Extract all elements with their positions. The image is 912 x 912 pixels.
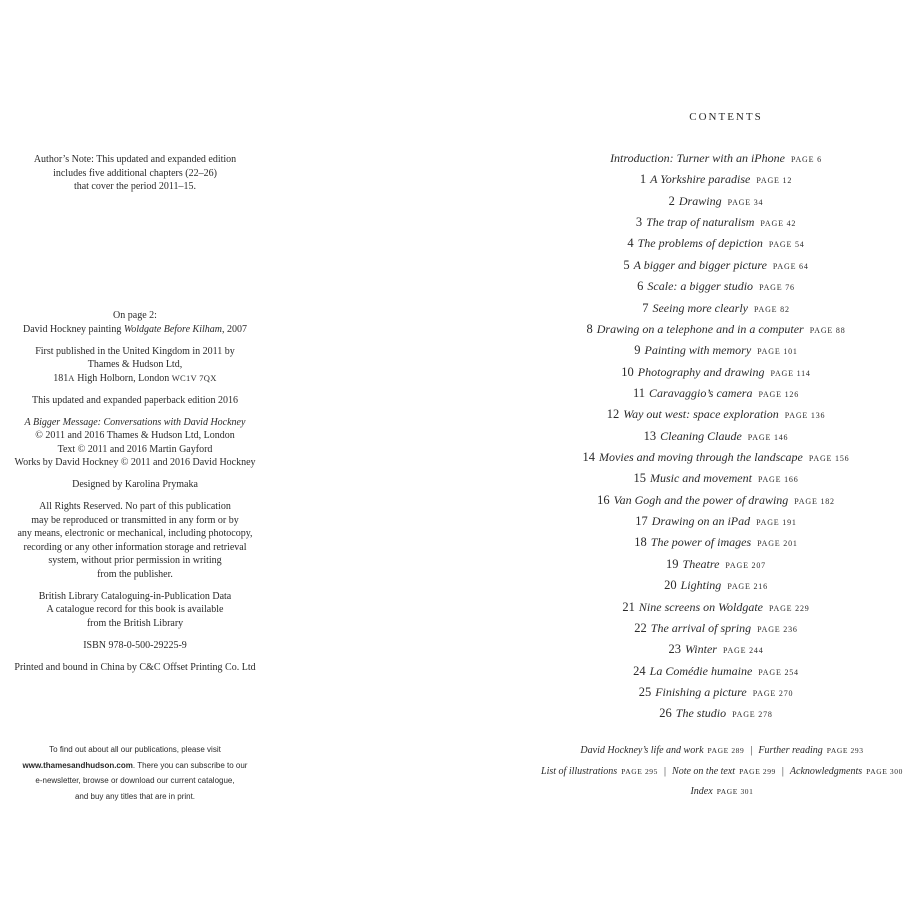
toc-page-number: PAGE 82 — [754, 304, 790, 314]
back-matter-row — [532, 745, 912, 756]
back-matter-page: PAGE 293 — [826, 746, 864, 755]
toc-chapter-number: 13 — [643, 428, 657, 443]
back-matter-title: Note on the text — [672, 766, 736, 777]
isbn: ISBN 978-0-500-29225-9 — [83, 639, 187, 651]
authors-note-line: that cover the period 2011–15. — [73, 181, 197, 192]
toc-chapter-number: 22 — [634, 620, 647, 635]
toc-chapter-number: 8 — [586, 321, 593, 336]
authors-note-line: Author’s Note: This updated and expanded edition — [33, 154, 237, 165]
toc-chapter-number: 26 — [659, 706, 672, 721]
toc-chapter-title: Seeing more clearly — [652, 300, 748, 315]
copyright-line: Text © 2011 and 2016 Martin Gayford — [57, 443, 213, 455]
cip-line: from the British Library — [86, 617, 184, 629]
toc-page-number: PAGE 64 — [772, 261, 809, 271]
address-number: 181 — [53, 372, 69, 384]
back-matter-page: PAGE 300 — [866, 767, 903, 776]
copyright-line: Works by David Hockney © 2011 and 2016 David Hockney — [14, 457, 256, 468]
toc-chapter-number: 11 — [632, 385, 646, 400]
toc-entry — [540, 703, 892, 724]
toc-chapter-number: 7 — [642, 300, 649, 315]
toc-entry — [540, 362, 892, 383]
toc-chapter-number: 19 — [666, 556, 679, 571]
rights-line: recording or any other information storage and retrieval — [23, 541, 247, 553]
toc-page-number: PAGE 114 — [770, 368, 811, 378]
publisher-address — [0, 372, 270, 386]
toc-chapter-number: 1 — [639, 172, 647, 187]
toc-chapter-number: 14 — [582, 450, 596, 465]
toc-chapter-title: Lighting — [680, 578, 722, 593]
toc-chapter-title: Cleaning Claude — [660, 428, 742, 443]
toc-chapter-number: 3 — [635, 215, 643, 230]
toc-page-number: PAGE 254 — [758, 667, 799, 677]
rights-line: may be reproduced or transmitted in any form or by — [31, 514, 239, 526]
website-link[interactable]: www.thamesandhudson.com — [22, 760, 133, 770]
rights-line: any means, electronic or mechanical, including photocopy, — [17, 528, 253, 539]
toc-chapter-number: 4 — [627, 236, 634, 251]
toc-chapter-number: 12 — [606, 407, 620, 422]
address-street: High Holborn, London — [74, 372, 172, 384]
toc-entry — [540, 554, 892, 575]
printed-line: Printed and bound in China by C&C Offset Printing Co. Ltd — [14, 661, 256, 673]
copyright-page — [0, 0, 280, 912]
toc-chapter-number: 18 — [634, 535, 647, 550]
toc-entry — [540, 212, 892, 233]
book-title: A Bigger Message: Conversations with David Hockney — [24, 416, 246, 428]
toc-chapter-title: Photography and drawing — [637, 364, 765, 379]
back-matter-page: PAGE 301 — [716, 787, 754, 796]
toc-entry — [540, 575, 892, 596]
publications-line: and buy any titles that are in print. — [74, 791, 196, 801]
toc-chapter-title: The studio — [675, 706, 727, 721]
toc-chapter-number: 16 — [597, 492, 610, 507]
toc-chapter-title: Introduction: Turner with an iPhone — [610, 151, 785, 165]
toc-entry — [540, 255, 892, 276]
publications-line-rest: . There you can subscribe to our — [132, 760, 248, 770]
toc-page-number: PAGE 278 — [732, 710, 773, 720]
toc-entry — [540, 426, 892, 447]
cip-line: A catalogue record for this book is available — [46, 604, 224, 615]
toc-entry — [540, 511, 892, 532]
toc-page-number: PAGE 54 — [768, 240, 805, 250]
toc-chapter-number: 15 — [633, 471, 646, 486]
toc-entry — [540, 639, 892, 660]
toc-page-number: PAGE 216 — [727, 582, 768, 592]
toc-entry — [540, 661, 892, 682]
toc-chapter-title: The power of images — [650, 535, 752, 550]
address-suffix: A — [68, 372, 75, 383]
address-postcode: WC1V 7QX — [171, 372, 217, 383]
toc-chapter-title: Drawing on a telephone and in a computer — [596, 321, 804, 336]
toc-entry — [540, 319, 892, 340]
toc-chapter-title: A Yorkshire paradise — [650, 172, 751, 187]
toc-page-number: PAGE 201 — [757, 539, 798, 549]
back-matter-page: PAGE 299 — [739, 767, 776, 776]
back-matter-title: Acknowledgments — [789, 766, 863, 777]
toc-chapter-title: The trap of naturalism — [646, 215, 755, 230]
authors-note-line: includes five additional chapters (22–26) — [53, 167, 217, 179]
contents-page — [540, 0, 912, 912]
toc-entry — [540, 447, 892, 468]
publications-line: e-newsletter, browse or download our current catalogue, — [35, 776, 235, 785]
back-matter-title: David Hockney’s life and work — [580, 745, 704, 756]
toc-chapter-number: 21 — [622, 599, 635, 614]
toc-entry — [540, 618, 892, 639]
toc-chapter-number: 17 — [635, 514, 648, 529]
separator: | — [750, 745, 753, 756]
toc-entry — [540, 597, 892, 618]
imprint-block — [0, 309, 270, 674]
table-of-contents — [540, 148, 892, 725]
on-page-label: On page 2: — [113, 310, 157, 321]
frontis-title: Woldgate Before Kilham — [123, 323, 222, 335]
back-matter-title: List of illustrations — [541, 766, 618, 777]
toc-entry — [540, 490, 892, 511]
first-published-line: First published in the United Kingdom in 2011 by — [35, 345, 235, 357]
copyright-line: © 2011 and 2016 Thames & Hudson Ltd, London — [35, 430, 235, 441]
toc-chapter-title: Drawing — [678, 193, 722, 208]
toc-entry — [540, 383, 892, 404]
toc-chapter-number: 10 — [621, 364, 634, 379]
toc-chapter-number: 2 — [668, 193, 675, 208]
toc-chapter-number: 25 — [638, 684, 652, 699]
toc-page-number: PAGE 146 — [747, 432, 789, 442]
toc-chapter-title: Way out west: space exploration — [623, 407, 779, 422]
toc-page-number: PAGE 229 — [769, 603, 810, 613]
back-matter-title: Index — [690, 786, 713, 797]
toc-page-number: PAGE 76 — [759, 283, 795, 293]
toc-chapter-title: Painting with memory — [644, 343, 752, 358]
back-matter-page: PAGE 295 — [621, 767, 659, 776]
frontis-suffix: , 2007 — [221, 323, 247, 335]
paperback-edition-line: This updated and expanded paperback edition 2016 — [31, 394, 239, 406]
toc-chapter-title: Theatre — [682, 556, 720, 571]
toc-entry — [540, 276, 892, 297]
toc-page-number: PAGE 207 — [725, 560, 766, 570]
toc-page-number: PAGE 236 — [757, 624, 798, 634]
toc-chapter-title: The problems of depiction — [637, 236, 763, 251]
toc-entry — [540, 404, 892, 425]
toc-page-number: PAGE 166 — [757, 475, 799, 485]
toc-page-number: PAGE 182 — [794, 496, 835, 506]
toc-page-number: PAGE 244 — [722, 646, 764, 656]
toc-page-number: PAGE 6 — [790, 155, 822, 164]
toc-page-number: PAGE 156 — [808, 454, 850, 464]
rights-line: system, without prior permission in writing — [48, 555, 222, 566]
toc-chapter-number: 24 — [633, 663, 646, 678]
toc-chapter-title: Drawing on an iPad — [651, 514, 751, 529]
toc-chapter-title: Music and movement — [649, 471, 752, 486]
designer-credit: Designed by Karolina Prymaka — [72, 479, 198, 490]
toc-entry — [540, 682, 892, 703]
toc-chapter-title: Nine screens on Woldgate — [638, 599, 764, 614]
toc-chapter-title: The arrival of spring — [650, 620, 752, 635]
toc-page-number: PAGE 12 — [756, 176, 793, 186]
toc-entry — [540, 468, 892, 489]
toc-entry — [540, 148, 892, 169]
cip-line: British Library Cataloguing-in-Publication Data — [38, 590, 232, 602]
rights-line: All Rights Reserved. No part of this publication — [39, 501, 231, 512]
back-matter-row — [532, 766, 912, 777]
rights-line: from the publisher. — [97, 568, 173, 580]
frontis-prefix: David Hockney painting — [23, 323, 124, 335]
toc-chapter-title: Van Gogh and the power of drawing — [613, 492, 789, 507]
publications-line — [0, 758, 270, 774]
toc-page-number: PAGE 101 — [757, 347, 798, 357]
toc-chapter-title: Caravaggio’s camera — [649, 385, 753, 400]
toc-entry — [540, 233, 892, 254]
toc-chapter-number: 5 — [623, 257, 630, 272]
toc-entry — [540, 532, 892, 553]
publications-line: To find out about all our publications, please visit — [49, 745, 221, 754]
toc-page-number: PAGE 34 — [727, 197, 764, 207]
toc-entry — [540, 191, 892, 212]
toc-chapter-number: 9 — [634, 343, 641, 358]
frontispiece-caption — [0, 323, 270, 337]
separator: | — [781, 766, 784, 777]
toc-chapter-number: 23 — [668, 642, 681, 657]
toc-chapter-title: Movies and moving through the landscape — [599, 450, 803, 465]
toc-chapter-title: Finishing a picture — [655, 684, 747, 699]
toc-page-number: PAGE 270 — [752, 688, 794, 698]
toc-chapter-title: Scale: a bigger studio — [647, 279, 754, 294]
toc-chapter-number: 6 — [637, 279, 644, 294]
authors-note — [0, 153, 270, 194]
toc-page-number: PAGE 126 — [758, 389, 800, 399]
toc-entry — [540, 169, 892, 190]
toc-chapter-title: A bigger and bigger picture — [633, 257, 767, 272]
toc-page-number: PAGE 136 — [784, 411, 826, 421]
toc-entry — [540, 298, 892, 319]
toc-page-number: PAGE 42 — [760, 219, 797, 229]
back-matter-title: Further reading — [758, 745, 823, 756]
toc-page-number: PAGE 88 — [809, 325, 846, 335]
toc-entry — [540, 340, 892, 361]
publisher-name: Thames & Hudson Ltd, — [87, 359, 183, 370]
toc-page-number: PAGE 191 — [756, 518, 797, 528]
back-matter-page: PAGE 289 — [707, 746, 745, 755]
toc-chapter-title: Winter — [684, 642, 717, 657]
publications-note — [0, 742, 270, 804]
contents-heading: CONTENTS — [689, 111, 763, 123]
toc-chapter-number: 20 — [664, 578, 677, 593]
separator: | — [664, 766, 667, 777]
back-matter-row — [532, 786, 912, 797]
toc-chapter-title: La Comédie humaine — [649, 663, 753, 678]
